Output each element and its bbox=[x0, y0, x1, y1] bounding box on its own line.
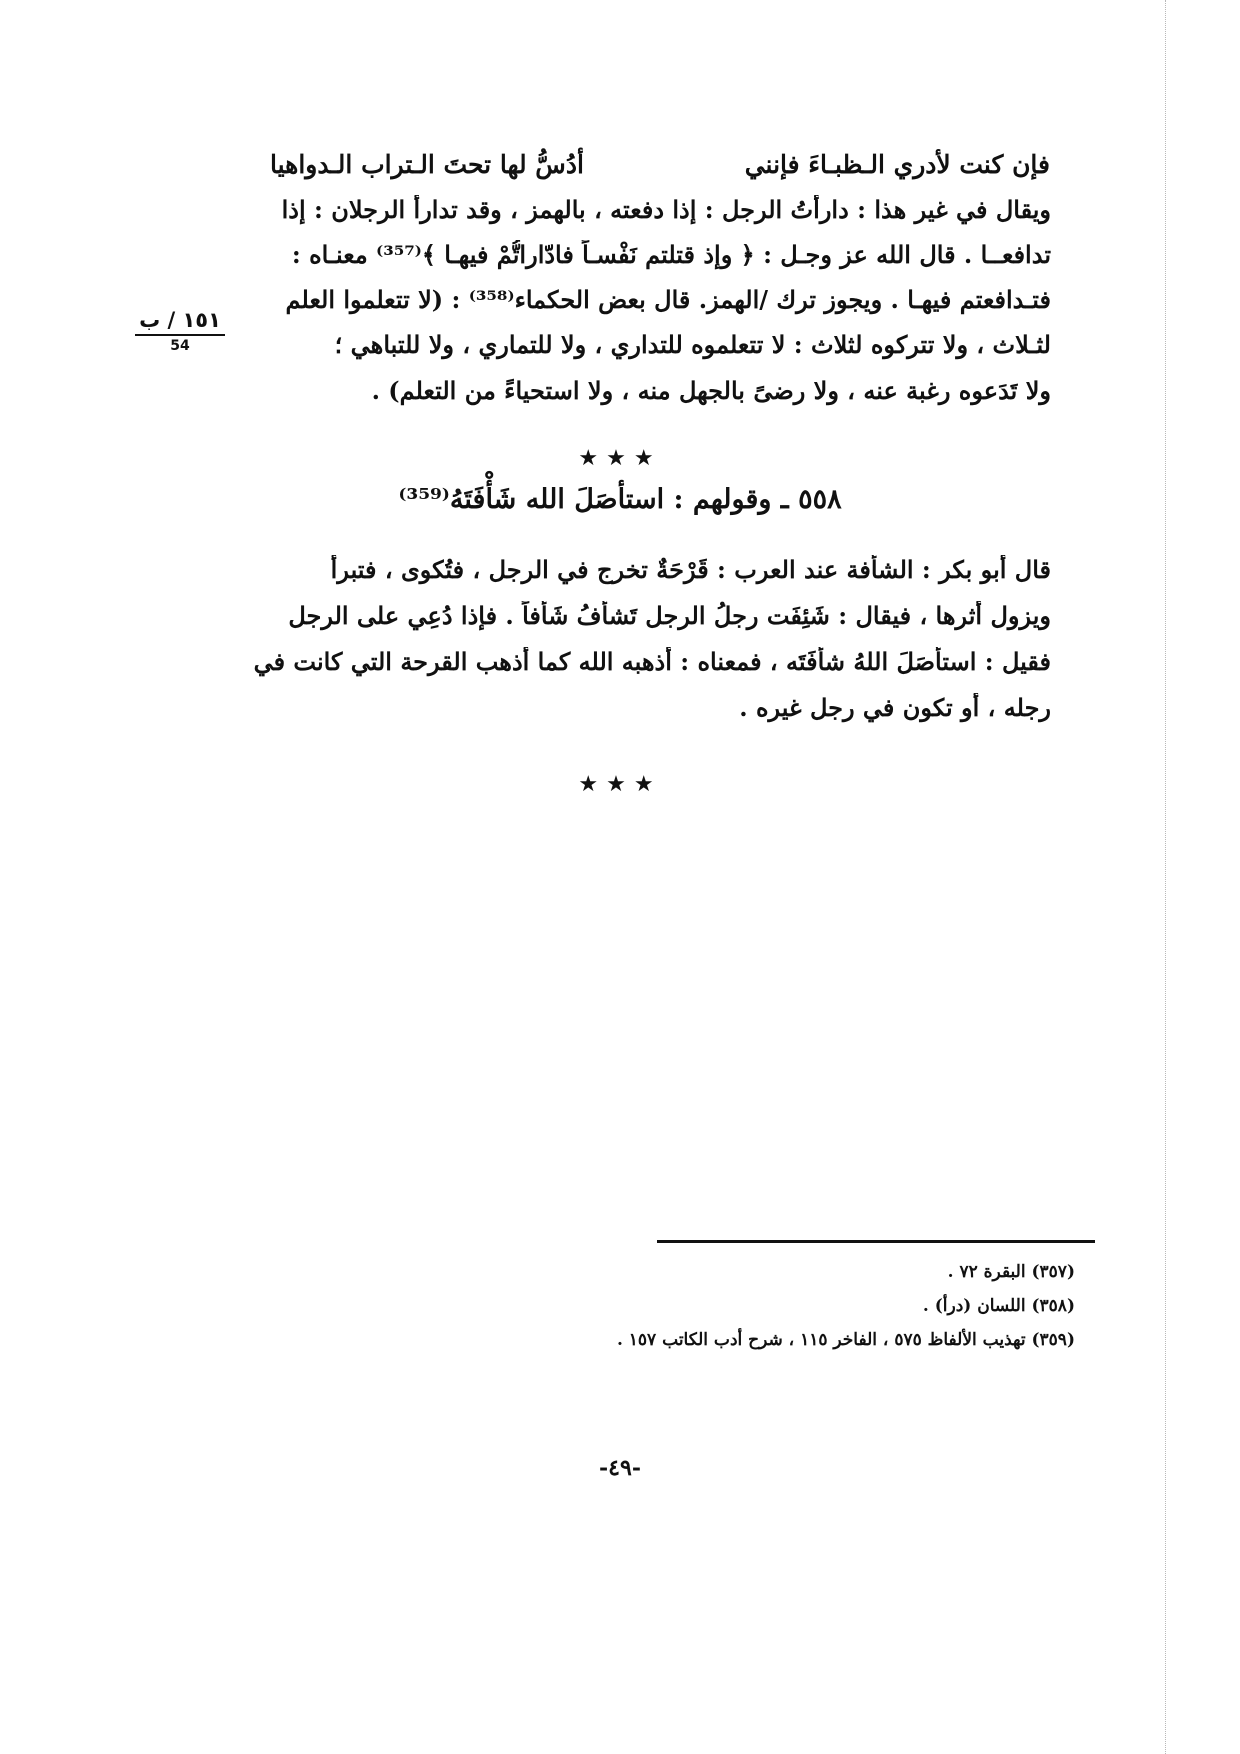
paragraph1-line-3: فتـدافعتم فيهـا . ويجوز ترك /الهمز. قال بعض الحكماء⁽³⁵⁸⁾ : (لا تتعلموا العلم bbox=[285, 285, 1051, 314]
poem-hemistich-left: أدُسُّ لها تحتَ الـتراب الـدواهيا bbox=[270, 150, 584, 179]
poem-hemistich-right: فإن كنت لأدري الـظبـاءَ فإنني bbox=[744, 150, 1050, 179]
paragraph1-line-1: ويقال في غير هذا : دارأْتُ الرجل : إذا دفعته ، بالهمز ، وقد تدارأَ الرجلان : إذا bbox=[281, 195, 1051, 224]
paragraph2-line-4: رجله ، أو تكون في رجل غيره . bbox=[739, 693, 1051, 722]
page-edge-dotted-line bbox=[1165, 0, 1166, 1754]
paragraph2-line-3: فقيل : استأصَلَ اللهُ شأفَتَه ، فمعناه : أذهبه الله كما أذهب القرحة التي كانت في bbox=[253, 647, 1051, 676]
page-number: -٤٩- bbox=[599, 1455, 641, 1481]
paragraph2-line-2: ويزول أثرها ، فيقال : شَئِفَت رجلُ الرجل تَشأفُ شَأْفاً . فإذا دُعِي على الرجل bbox=[288, 601, 1051, 630]
footnote-357: (٣٥٧) البقرة ٧٢ . bbox=[947, 1262, 1075, 1282]
folio-number: 54 bbox=[170, 338, 190, 354]
paragraph2-line-1: قال أبو بكر : الشأفة عند العرب : قَرْحَةٌ تخرج في الرجل ، فتُكوى ، فتبرأ bbox=[330, 555, 1051, 584]
footnote-divider bbox=[657, 1240, 1095, 1243]
paragraph1-line-2: تدافعــا . قال الله عز وجـل : ﴿ وإذ قتلتم نَفْسـاً فادّاراتُّمْ فيهـا ﴾⁽³⁵⁷⁾ معنـاه : bbox=[291, 240, 1051, 269]
paragraph1-line-5: ولا تَدَعوه رغبة عنه ، ولا رضىً بالجهل منه ، ولا استحياءً من التعلم) . bbox=[371, 376, 1051, 405]
separator-stars-2: ★★★ bbox=[578, 772, 662, 797]
separator-stars-1: ★★★ bbox=[578, 446, 662, 471]
paragraph1-line-4: لثـلاث ، ولا تتركوه لثلاث : لا تتعلموه للتداري ، ولا للتماري ، ولا للتباهي ؛ bbox=[334, 330, 1051, 359]
folio-label: ١٥١ / ب bbox=[135, 308, 225, 336]
section-heading: ٥٥٨ ـ وقولهم : استأصَلَ الله شَأْفَتَهُ⁽³⁵⁹⁾ bbox=[398, 484, 842, 515]
footnote-359: (٣٥٩) تهذيب الألفاظ ٥٧٥ ، الفاخر ١١٥ ، شرح أدب الكاتب ١٥٧ . bbox=[616, 1330, 1075, 1350]
manuscript-folio-marker bbox=[135, 308, 225, 354]
poem-verse bbox=[270, 150, 1050, 198]
footnote-358: (٣٥٨) اللسان (درأ) . bbox=[922, 1296, 1075, 1316]
